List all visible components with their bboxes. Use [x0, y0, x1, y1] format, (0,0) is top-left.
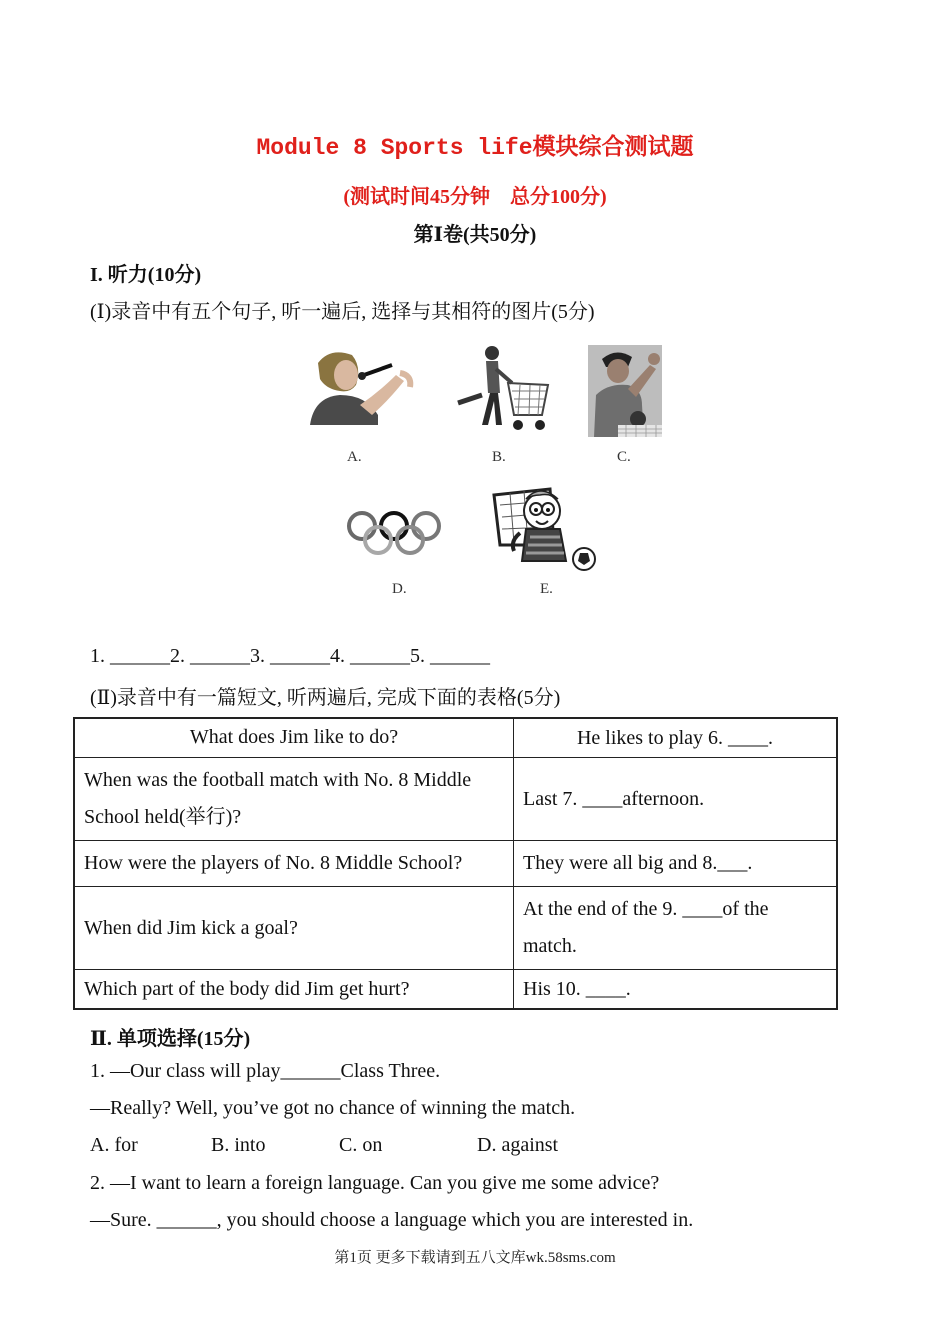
test-info: (测试时间45分钟 总分100分) — [343, 186, 607, 208]
section2-heading — [90, 1022, 250, 1051]
table-row — [74, 758, 837, 841]
question-1-response: —Really? Well, you’ve got no chance of winning the match. — [90, 1097, 576, 1119]
answer-blanks: 1. ______2. ______3. ______4. ______5. ______ — [90, 645, 490, 667]
page-title: Module 8 Sports life模块综合测试题 — [256, 135, 694, 161]
table-question: When was the football match with No. 8 Middle School held(举行)? — [74, 758, 514, 841]
table-answer: He likes to play 6. ____. — [514, 718, 838, 758]
option-a: A. for — [90, 1134, 138, 1156]
table-row — [74, 887, 837, 970]
listening-table — [73, 717, 838, 1010]
picture-d-label: D. — [392, 581, 407, 597]
table-question: What does Jim like to do? — [74, 718, 514, 758]
option-b: B. into — [211, 1134, 266, 1156]
table-row — [74, 970, 837, 1010]
picture-a-label: A. — [347, 449, 362, 465]
table-tennis-icon — [588, 345, 662, 437]
page-footer: 第1页 更多下载请到五八文库wk.58sms.com — [334, 1250, 616, 1266]
volume-title: 第Ⅰ卷(共50分) — [413, 224, 537, 246]
table-question: How were the players of No. 8 Middle School? — [74, 841, 514, 887]
picture-b-label: B. — [492, 449, 506, 465]
table-answer: At the end of the 9. ____of the match. — [514, 887, 838, 970]
section1-number: I. — [90, 264, 103, 286]
table-answer: They were all big and 8.___. — [514, 841, 838, 887]
singer-icon — [300, 345, 420, 425]
option-c: C. on — [339, 1134, 383, 1156]
table-row — [74, 718, 837, 758]
section1-heading — [90, 258, 201, 287]
section2-number: Ⅱ. — [90, 1028, 112, 1050]
picture-e-label: E. — [540, 581, 553, 597]
table-question: Which part of the body did Jim get hurt? — [74, 970, 514, 1010]
table-answer: Last 7. ____afternoon. — [514, 758, 838, 841]
section1-title: 听力(10分) — [107, 264, 202, 286]
table-answer: His 10. ____. — [514, 970, 838, 1010]
olympic-rings-icon — [344, 510, 444, 558]
table-question: When did Jim kick a goal? — [74, 887, 514, 970]
shopping-cart-icon — [452, 345, 552, 435]
part1-instruction: (Ⅰ)录音中有五个句子, 听一遍后, 选择与其相符的图片(5分) — [90, 301, 595, 323]
section2-title: 单项选择(15分) — [116, 1028, 251, 1050]
part2-instruction: (Ⅱ)录音中有一篇短文, 听两遍后, 完成下面的表格(5分) — [90, 687, 561, 709]
picture-c-label: C. — [617, 449, 631, 465]
option-d: D. against — [477, 1134, 559, 1156]
question-2-response: —Sure. ______, you should choose a language which you are interested in. — [90, 1209, 694, 1231]
question-1: 1. —Our class will play______Class Three. — [90, 1060, 441, 1082]
table-row — [74, 841, 837, 887]
question-2: 2. —I want to learn a foreign language. Can you give me some advice? — [90, 1172, 660, 1194]
goalkeeper-icon — [490, 485, 600, 575]
